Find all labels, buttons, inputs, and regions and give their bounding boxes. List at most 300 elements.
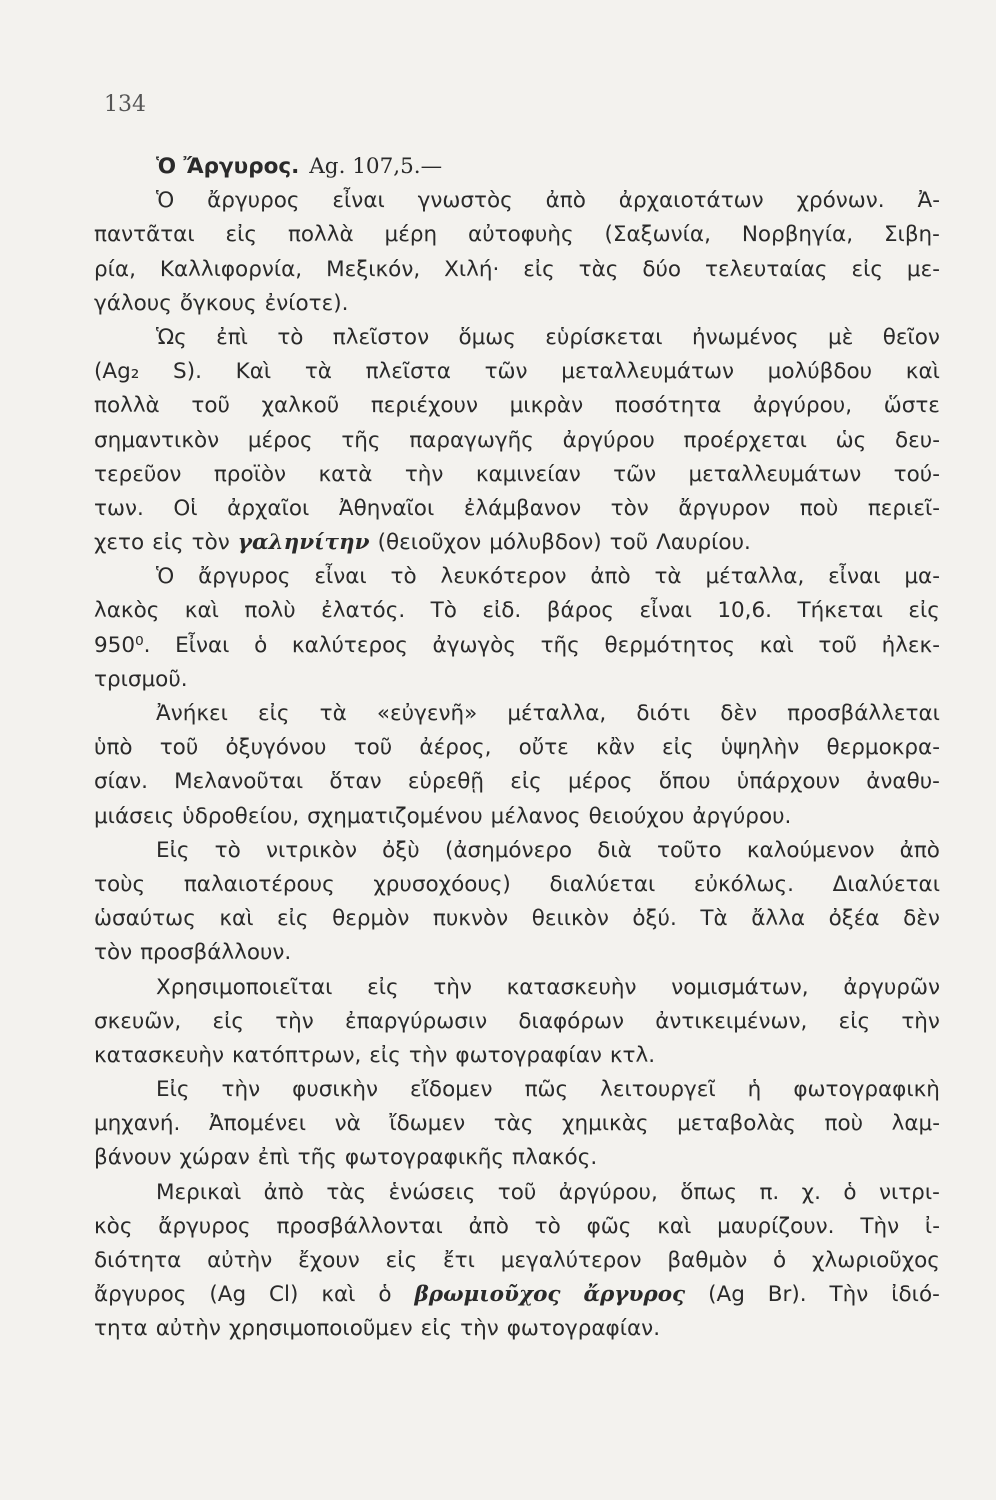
word: ὥστε [883, 393, 940, 419]
word: φῶς [586, 1213, 632, 1239]
word: εἰς [420, 1316, 453, 1342]
heading-symbol: Ag. 107,5.— [309, 154, 443, 179]
word: τελευταίας [705, 256, 828, 282]
word: χώραν [179, 1145, 250, 1171]
word: μολύβδου [767, 359, 873, 385]
word: εἰς [225, 222, 258, 248]
word: τὴν [460, 1316, 499, 1342]
word: ὑδροθείου, [182, 803, 300, 829]
word: ἔχουν [298, 1248, 360, 1273]
word: πλεῖστα [365, 359, 451, 385]
word: εἰς [851, 256, 883, 282]
word: διὰ [597, 837, 632, 863]
word: ὑψηλὴν [720, 735, 800, 761]
word: εὑρίσκεται [545, 324, 663, 350]
word: λευκότερον [440, 564, 567, 590]
word: τρισμοῦ. [94, 666, 188, 692]
word: δευ- [894, 427, 940, 453]
word: Τὰ [700, 906, 728, 932]
word: τὴν [408, 1042, 448, 1068]
word: παλαιοτέρους [183, 871, 335, 897]
word: 10,6. [717, 598, 773, 624]
word: ἀγωγὸς [432, 632, 516, 658]
word: εἰς [212, 1008, 244, 1034]
word: προσβάλλονται [276, 1213, 443, 1239]
word: φωτογραφικῆς [344, 1145, 505, 1171]
word: κἂν [595, 735, 635, 761]
word: «εὐγενῆ» [376, 701, 478, 726]
word: ἀναθυ- [866, 769, 940, 795]
word: λειτουργεῖ [600, 1077, 716, 1103]
section-heading [94, 150, 940, 184]
word: 950⁰. [94, 632, 151, 658]
word: ὁ [773, 1248, 787, 1273]
word: καὶ [184, 598, 219, 624]
word: τοῦ [191, 393, 230, 419]
word: Ὁ [156, 564, 175, 590]
word: πυκνὸν [432, 906, 509, 932]
body-text [94, 150, 940, 1347]
word: καλύτερος [291, 632, 408, 658]
word: τὴν [901, 1008, 940, 1034]
heading-title: Ὁ Ἄργυρος. [156, 154, 300, 179]
word: ὅμως [458, 324, 516, 350]
word: φωτογραφικὴ [793, 1077, 940, 1103]
word: μαυρίζουν. [717, 1213, 835, 1239]
word: εἰς [258, 701, 290, 726]
text-line [94, 594, 940, 628]
text-line [94, 697, 940, 731]
word: εἰς [277, 906, 309, 932]
word: Br). [767, 1282, 807, 1308]
word: τὰς [326, 1179, 367, 1205]
word: Καὶ [235, 359, 272, 385]
text-line [94, 184, 940, 218]
word: χ. [801, 1179, 821, 1205]
word: καὶ [657, 1213, 692, 1239]
word: τού- [893, 461, 940, 487]
word: Ἀ- [917, 188, 940, 214]
word: ἐπαργύρωσιν [345, 1008, 488, 1034]
word: βαθμὸν [667, 1248, 748, 1273]
word: τητα [94, 1316, 148, 1342]
text-line [94, 731, 940, 765]
word: προσβάλλεται [787, 701, 940, 726]
word: ἀπὸ [545, 188, 586, 214]
word: ἐπὶ [257, 1145, 290, 1171]
word: π. [759, 1179, 780, 1205]
word: προσβάλλουν. [140, 940, 292, 966]
word: τοῦ [609, 530, 649, 556]
word: νομισμάτων, [671, 974, 809, 1000]
word: καὶ [759, 632, 794, 658]
word: μεταβολὰς [677, 1111, 796, 1137]
word: μέταλλα, [507, 701, 607, 726]
word: τοῦ [497, 1179, 537, 1205]
word: μηχανή. [94, 1111, 181, 1137]
word: Καλλιφορνία, [159, 256, 303, 282]
word: ὅπως [680, 1179, 737, 1205]
word: Εἰς [156, 1077, 190, 1103]
word: μέταλλα, [705, 564, 805, 590]
word: μα- [904, 564, 940, 590]
word: ἀπὸ [590, 564, 631, 590]
text-line [94, 1107, 940, 1141]
word: ὀξὺ [382, 837, 420, 863]
word: τοῦ [353, 735, 393, 761]
word: φωτογραφίαν. [506, 1316, 661, 1342]
word: ὡς [835, 427, 867, 453]
word: τὸν [94, 940, 133, 966]
word: σχηματιζομένου [307, 803, 483, 829]
word: θερμὸν [332, 906, 410, 932]
text-line [94, 868, 940, 902]
word: ἠνωμένος [691, 324, 799, 350]
word: εἰς [369, 1042, 401, 1068]
word: τὴν [433, 974, 472, 1000]
word: ἀργύρου, [752, 393, 853, 419]
word: λακὸς [94, 598, 160, 624]
text-line [94, 424, 940, 458]
word: χαλκοῦ [261, 393, 340, 419]
word: με- [906, 256, 940, 282]
word: εὑρεθῇ [407, 769, 485, 795]
word: εἰς [908, 598, 940, 624]
word: κατόπτρων, [231, 1042, 362, 1068]
word: ἀρχαιοτάτων [618, 188, 764, 214]
word: ἑνώσεις [388, 1179, 476, 1205]
word: ἐπὶ [216, 324, 248, 350]
word: Μερικαὶ [156, 1179, 242, 1205]
text-line [94, 1141, 940, 1175]
word: Νορβηγία, [741, 222, 854, 248]
word: φωτογραφίαν [455, 1042, 602, 1068]
word: διαλύεται [549, 871, 656, 897]
word: ἄλλα [751, 906, 806, 932]
word: τὰ [304, 359, 332, 385]
word: μόλυβδον) [489, 530, 602, 556]
word: τῶν [484, 359, 528, 385]
word: καὶ [905, 359, 940, 385]
text-line [94, 971, 940, 1005]
word: σημαντικὸν [94, 427, 220, 453]
word: δὲν [720, 701, 758, 726]
word: καὶ [321, 1282, 356, 1308]
word: τοῦτο [657, 837, 722, 863]
word: ὑπὸ [94, 735, 133, 761]
word: γαληνίτην [237, 530, 370, 556]
word: ἄργυρος [94, 1282, 187, 1308]
word: ἰ- [924, 1213, 940, 1239]
word: ἀργύρου. [692, 803, 792, 829]
word: ὄγκους [179, 290, 257, 316]
word: καμινείαν [475, 461, 581, 487]
word: τὸ [277, 324, 304, 350]
word: τῆς [540, 632, 580, 658]
word: παραγωγῆς [409, 427, 534, 453]
word: εἰς [523, 256, 555, 282]
word: καὶ [219, 906, 254, 932]
word: θειούχου [588, 803, 685, 829]
word: ἐλάμβανον [463, 495, 582, 521]
word: ἄργυρος [198, 564, 291, 590]
word: θερμότητος [604, 632, 735, 658]
word: (θειοῦχον [377, 530, 482, 556]
word: λαμ- [891, 1111, 940, 1137]
word: πλακός. [512, 1145, 598, 1171]
word: μιάσεις [94, 803, 175, 829]
word: χρυσοχόους) [373, 871, 511, 897]
word: ἀέρος, [419, 735, 492, 761]
word: ὅταν [329, 769, 382, 795]
text-line [94, 492, 940, 526]
word: Τὴν [860, 1213, 900, 1239]
word: Εἰς [156, 837, 190, 863]
word: Μεξικόν, [326, 256, 421, 282]
word: τὴν [275, 1008, 314, 1034]
page-number: 134 [104, 92, 146, 117]
text-line [94, 1210, 940, 1244]
word: των. [94, 495, 144, 521]
word: νὰ [334, 1111, 361, 1137]
word: ὁ [378, 1282, 392, 1308]
word: τὸ [214, 837, 241, 863]
word: ρία, [94, 256, 136, 282]
text-line [94, 1005, 940, 1039]
word: εὐκόλως. [693, 871, 794, 897]
word: βάρος [546, 598, 615, 624]
word: ἀπὸ [899, 837, 940, 863]
word: κὸς [94, 1213, 133, 1239]
word: ὅπου [658, 769, 711, 795]
word: εἰς [662, 735, 694, 761]
word: Cl) [269, 1282, 299, 1308]
word: αὐτοφυὴς [468, 222, 574, 248]
word: βρωμιοῦχος [414, 1282, 561, 1308]
word: Ἀνήκει [156, 701, 228, 726]
word: θερμοκρα- [826, 735, 940, 761]
word: ὀξύ. [632, 906, 677, 932]
word: εἶναι [828, 564, 881, 590]
word: Λαυρίου. [656, 530, 751, 556]
text-line [94, 800, 940, 834]
word: ἄργυρον [678, 495, 771, 521]
word: Σιβη- [883, 222, 940, 248]
word: ἰδιό- [891, 1282, 940, 1308]
word: ὀξέα [828, 906, 880, 932]
text-line [94, 834, 940, 868]
word: πλεῖστον [332, 324, 430, 350]
text-line [94, 1073, 940, 1107]
word: κατασκευὴν [506, 974, 637, 1000]
word: ποσότητα [614, 393, 722, 419]
word: ἔτι [443, 1248, 475, 1273]
word: ἄργυρος [583, 1282, 686, 1308]
text-line [94, 458, 940, 492]
word: νιτρικὸν [265, 837, 357, 863]
word: τῆς [341, 427, 381, 453]
word: Διαλύεται [832, 871, 940, 897]
word: αὐτὴν [207, 1248, 273, 1273]
word: σίαν. [94, 769, 148, 795]
word: τῆς [297, 1145, 337, 1171]
text-line [94, 1278, 940, 1312]
word: τὸ [390, 564, 417, 590]
word: ὁ [254, 632, 268, 658]
text-line [94, 1039, 940, 1073]
word: ὀξυγόνου [225, 735, 327, 761]
text-line [94, 629, 940, 663]
text-line [94, 936, 940, 970]
word: ἐνίοτε). [264, 290, 349, 316]
word: μικρὰν [509, 393, 584, 419]
word: τὸν [610, 495, 649, 521]
word: τὰ [319, 701, 347, 726]
word: δύο [642, 256, 682, 282]
text-line [94, 765, 940, 799]
word: χετο [94, 530, 145, 556]
text-line [94, 355, 940, 389]
word: οὔτε [518, 735, 569, 761]
word: χλωριοῦχος [812, 1248, 940, 1273]
word: Τὸ [430, 598, 457, 624]
word: τὰς [578, 256, 619, 282]
word: εἰς [385, 1248, 418, 1273]
word: καλούμενον [746, 837, 875, 863]
word: (Ag₂ [94, 359, 140, 385]
paragraph-lines [94, 184, 940, 1346]
word: δὲν [903, 906, 940, 932]
word: ἴδωμεν [389, 1111, 466, 1137]
word: ἀρχαῖοι [227, 495, 310, 521]
word: τερεῦον [94, 461, 182, 487]
word: προϊὸν [213, 461, 287, 487]
word: μὲ [828, 324, 854, 350]
text-line [94, 1312, 940, 1346]
word: εἰς [510, 769, 542, 795]
word: εἰς [367, 974, 399, 1000]
word: περιεῖ- [867, 495, 940, 521]
word: (Ag [209, 1282, 247, 1308]
word: τοὺς [94, 871, 146, 897]
word: τὸν [191, 530, 230, 556]
word: κτλ. [609, 1042, 656, 1068]
word: μέρη [384, 222, 438, 248]
word: πῶς [524, 1077, 569, 1103]
word: μέρος [567, 769, 633, 795]
word: Ὁ [156, 188, 175, 214]
word: πολλὰ [287, 222, 354, 248]
word: χημικὰς [562, 1111, 649, 1137]
word: μέρος [247, 427, 313, 453]
text-line [94, 287, 940, 321]
word: ἀργυρῶν [843, 974, 940, 1000]
word: Ἀπομένει [208, 1111, 306, 1137]
word: μέλανος [490, 803, 581, 829]
word: παντᾶται [94, 222, 195, 248]
word: εἴδομεν [410, 1077, 493, 1103]
word: ὡσαύτως [94, 906, 196, 932]
word: (Σαξωνία, [604, 222, 711, 248]
text-line [94, 218, 940, 252]
word: χρησιμοποιοῦμεν [228, 1316, 413, 1342]
word: εἶναι [332, 188, 385, 214]
word: Ὡς [156, 324, 187, 350]
word: κατασκευὴν [94, 1042, 224, 1068]
word: ἄργυρος [207, 188, 300, 214]
word: ποὺ [824, 1111, 864, 1137]
text-line [94, 663, 940, 697]
word: σκευῶν, [94, 1008, 182, 1034]
word: Οἱ [173, 495, 198, 521]
word: Χρησιμοποιεῖται [156, 974, 333, 1000]
word: εἶναι [639, 598, 692, 624]
word: Χιλή· [444, 256, 500, 282]
word: τὴν [221, 1077, 261, 1103]
word: Εἶναι [175, 632, 230, 658]
word: ὁ [843, 1179, 857, 1205]
word: εἶναι [314, 564, 367, 590]
word: προέρχεται [683, 427, 807, 453]
word: γνωστὸς [417, 188, 513, 214]
word: εἰς [838, 1008, 871, 1034]
word: τῶν [613, 461, 657, 487]
word: χρόνων. [796, 188, 885, 214]
word: περιέχουν [370, 393, 478, 419]
text-line [94, 902, 940, 936]
word: εἰς [152, 530, 184, 556]
text-line [94, 321, 940, 355]
word: πολὺ [244, 598, 296, 624]
word: μεταλλευμάτων [561, 359, 734, 385]
text-line [94, 1244, 940, 1278]
word: ἀπὸ [263, 1179, 304, 1205]
word: τὸ [534, 1213, 561, 1239]
word: θεῖον [882, 324, 940, 350]
text-line [94, 253, 940, 287]
word: νιτρι- [878, 1179, 940, 1205]
word: γάλους [94, 290, 172, 316]
word: Τὴν [829, 1282, 869, 1308]
word: κατὰ [318, 461, 373, 487]
word: ἀργύρου [562, 427, 655, 453]
text-line [94, 560, 940, 594]
word: διότι [636, 701, 691, 726]
word: ἄργυρος [158, 1213, 251, 1239]
word: πολλὰ [94, 393, 160, 419]
word: θειικὸν [531, 906, 609, 932]
word: τὰς [493, 1111, 534, 1137]
word: τὴν [404, 461, 444, 487]
word: Ἀθηναῖοι [338, 495, 435, 521]
word: μεγαλύτερον [500, 1248, 642, 1273]
word: ἀπὸ [468, 1213, 509, 1239]
word: ἀργύρου, [558, 1179, 658, 1205]
word: μεταλλευμάτων [688, 461, 862, 487]
word: ὑπάρχουν [736, 769, 841, 795]
word: τὰ [654, 564, 682, 590]
word: εἰδ. [482, 598, 522, 624]
word: Μελανοῦται [174, 769, 304, 795]
word: τοῦ [159, 735, 199, 761]
word: S). [173, 359, 202, 385]
word: αὐτὴν [155, 1316, 221, 1342]
text-line [94, 1176, 940, 1210]
word: βάνουν [94, 1145, 172, 1171]
text-line [94, 389, 940, 423]
word: τοῦ [818, 632, 857, 658]
word: ἀντικειμένων, [655, 1008, 808, 1034]
